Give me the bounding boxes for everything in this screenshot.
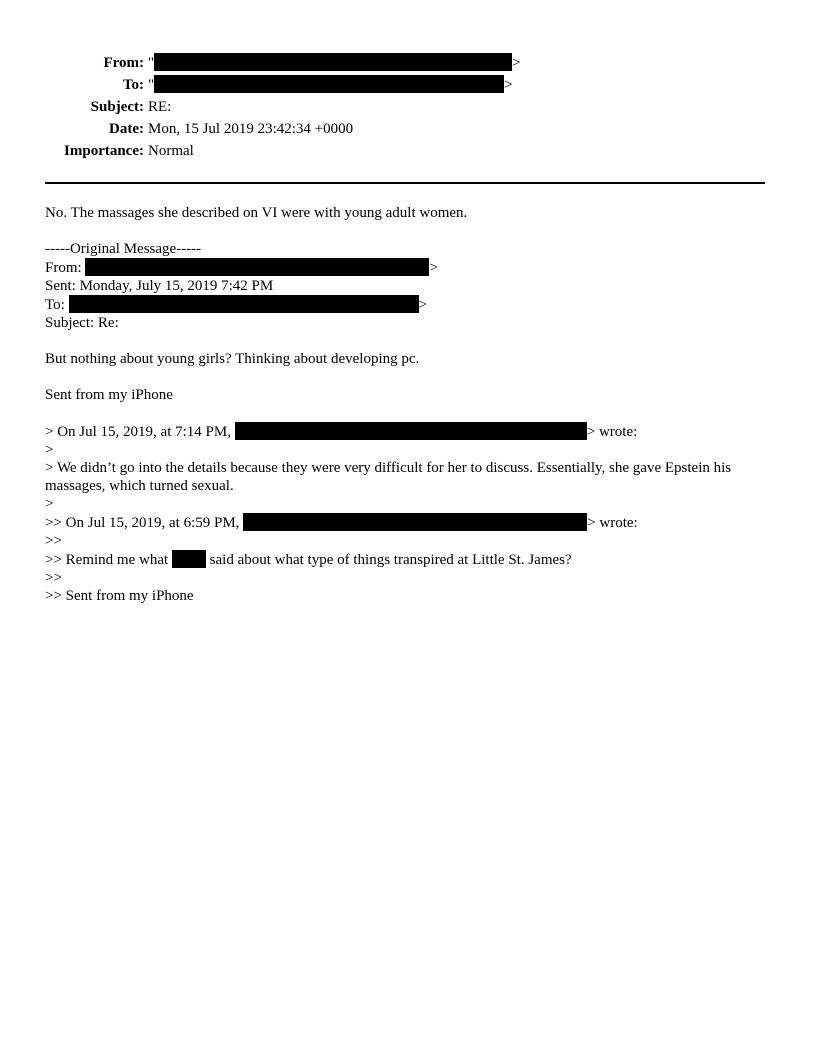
original-message-marker: -----Original Message-----	[45, 241, 202, 257]
to-quote: "	[148, 77, 155, 93]
redaction-box	[69, 295, 419, 313]
to-label: To:	[122, 77, 144, 93]
header-to-row	[0, 74, 816, 96]
quote2-prefix: >> On Jul 15, 2019, at 6:59 PM,	[45, 515, 240, 531]
redaction-box	[154, 75, 504, 93]
quote2-header	[45, 513, 767, 532]
original-sent-line: Sent: Monday, July 15, 2019 7:42 PM	[45, 278, 274, 294]
quote2-blank2: >>	[45, 570, 62, 586]
date-label: Date:	[109, 121, 144, 137]
original-to-label: To:	[45, 297, 65, 313]
quote2-signature: >> Sent from my iPhone	[45, 588, 194, 604]
redaction-box	[243, 513, 587, 531]
quote2-text	[45, 550, 767, 569]
original-from-label: From:	[45, 260, 82, 276]
date-value: Mon, 15 Jul 2019 23:42:34 +0000	[148, 121, 354, 137]
email-body	[45, 204, 767, 605]
quote1-text: > We didn’t go into the details because they were very difficult for her to discuss. Essentially, she gave Epstein his massages, which turned sexual.	[45, 460, 732, 494]
original-from-line	[45, 258, 767, 277]
quote2-text-start: >> Remind me what	[45, 552, 169, 568]
reply-text: No. The massages she described on VI were with young adult women.	[45, 205, 468, 221]
header-date-row	[0, 118, 816, 140]
quote1-prefix: > On Jul 15, 2019, at 7:14 PM,	[45, 424, 231, 440]
quote1-blank: >	[45, 442, 54, 458]
header-divider	[45, 182, 765, 184]
blank-line	[45, 222, 767, 240]
signature: Sent from my iPhone	[45, 387, 173, 403]
message-text: But nothing about young girls? Thinking about developing pc.	[45, 351, 420, 367]
quote2-suffix: > wrote:	[587, 515, 638, 531]
quote2-text-end: said about what type of things transpired at Little St. James?	[209, 552, 572, 568]
email-header	[0, 52, 816, 162]
importance-label: Importance:	[64, 143, 144, 159]
importance-value: Normal	[148, 143, 194, 159]
header-from-row	[0, 52, 816, 74]
redaction-box	[154, 53, 512, 71]
redaction-box	[85, 258, 429, 276]
redaction-box	[172, 550, 206, 568]
from-quote: "	[148, 55, 155, 71]
quote1-header	[45, 422, 767, 441]
from-value	[148, 52, 521, 74]
header-importance-row	[0, 140, 816, 162]
quote1-blank2: >	[45, 496, 54, 512]
quote2-blank: >>	[45, 533, 62, 549]
header-subject-row	[0, 96, 816, 118]
subject-label: Subject:	[90, 99, 144, 115]
original-from-suffix: >	[429, 260, 438, 276]
redaction-box	[235, 422, 587, 440]
quote1-suffix: > wrote:	[586, 424, 638, 440]
blank-line	[45, 368, 767, 386]
original-to-suffix: >	[418, 297, 428, 313]
to-suffix: >	[504, 77, 513, 93]
blank-line	[45, 404, 767, 422]
from-label: From:	[103, 55, 144, 71]
original-subject-line: Subject: Re:	[45, 315, 119, 331]
blank-line	[45, 332, 767, 350]
from-suffix: >	[512, 55, 521, 71]
original-to-line	[45, 295, 767, 314]
subject-value: RE:	[148, 99, 172, 115]
to-value	[148, 74, 513, 96]
